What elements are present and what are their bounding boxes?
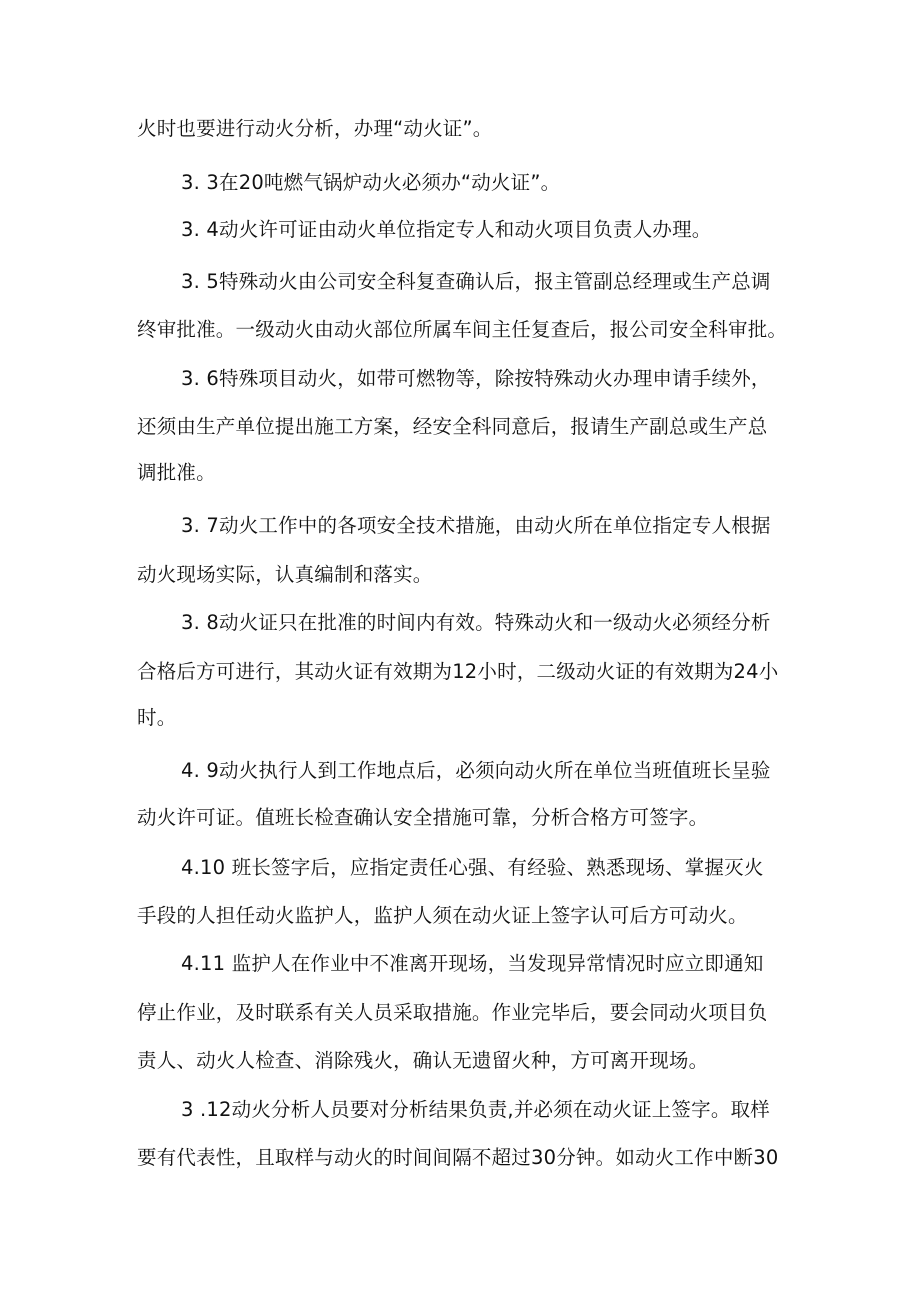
text-line: 调批准。 xyxy=(137,461,216,484)
text-line: 4. 9动火执行人到工作地点后，必须向动火所在单位当班值班长呈验 xyxy=(181,759,771,782)
text-line: 3. 4动火许可证由动火单位指定专人和动火项目负责人办理。 xyxy=(181,218,712,241)
text-line: 3. 5特殊动火由公司安全科复查确认后，报主管副总经理或生产总调 xyxy=(181,270,771,293)
text-line: 合格后方可进行，其动火证有效期为12小时，二级动火证的有效期为24小 xyxy=(137,660,779,683)
text-line: 4.11 监护人在作业中不准离开现场，当发现异常情况时应立即通知 xyxy=(181,952,764,975)
text-line: 3 .12动火分析人员要对分析结果负责,并必须在动火证上签字。取样 xyxy=(181,1098,770,1121)
text-line: 要有代表性，且取样与动火的时间间隔不超过30分钟。如动火工作中断30 xyxy=(137,1146,779,1169)
text-line: 还须由生产单位提出施工方案，经安全科同意后，报请生产副总或生产总 xyxy=(137,415,768,438)
text-line: 手段的人担任动火监护人，监护人须在动火证上签字认可后方可动火。 xyxy=(137,904,748,927)
text-line: 3. 8动火证只在批准的时间内有效。特殊动火和一级动火必须经分析 xyxy=(181,611,771,634)
text-line: 火时也要进行动火分析，办理“动火证”。 xyxy=(137,117,493,140)
text-line: 时。 xyxy=(137,706,177,729)
text-line: 动火许可证。值班长检查确认安全措施可靠，分析合格方可签字。 xyxy=(137,806,709,829)
text-line: 停止作业，及时联系有关人员采取措施。作业完毕后，要会同动火项目负 xyxy=(137,1001,768,1024)
text-line: 3. 7动火工作中的各项安全技术措施，由动火所在单位指定专人根据 xyxy=(181,514,771,537)
text-line: 3. 6特殊项目动火，如带可燃物等，除按特殊动火办理申请手续外， xyxy=(181,367,771,390)
text-line: 动火现场实际，认真编制和落实。 xyxy=(137,563,433,586)
text-line: 4.10 班长签字后，应指定责任心强、有经验、熟悉现场、掌握灭火 xyxy=(181,856,764,879)
text-line: 终审批准。一级动火由动火部位所属车间主任复查后，报公司安全科审批。 xyxy=(137,318,788,341)
text-line: 3. 3在20吨燃气锅炉动火必须办“动火证”。 xyxy=(181,171,561,194)
text-line: 责人、动火人检查、消除残火，确认无遗留火种，方可离开现场。 xyxy=(137,1049,709,1072)
